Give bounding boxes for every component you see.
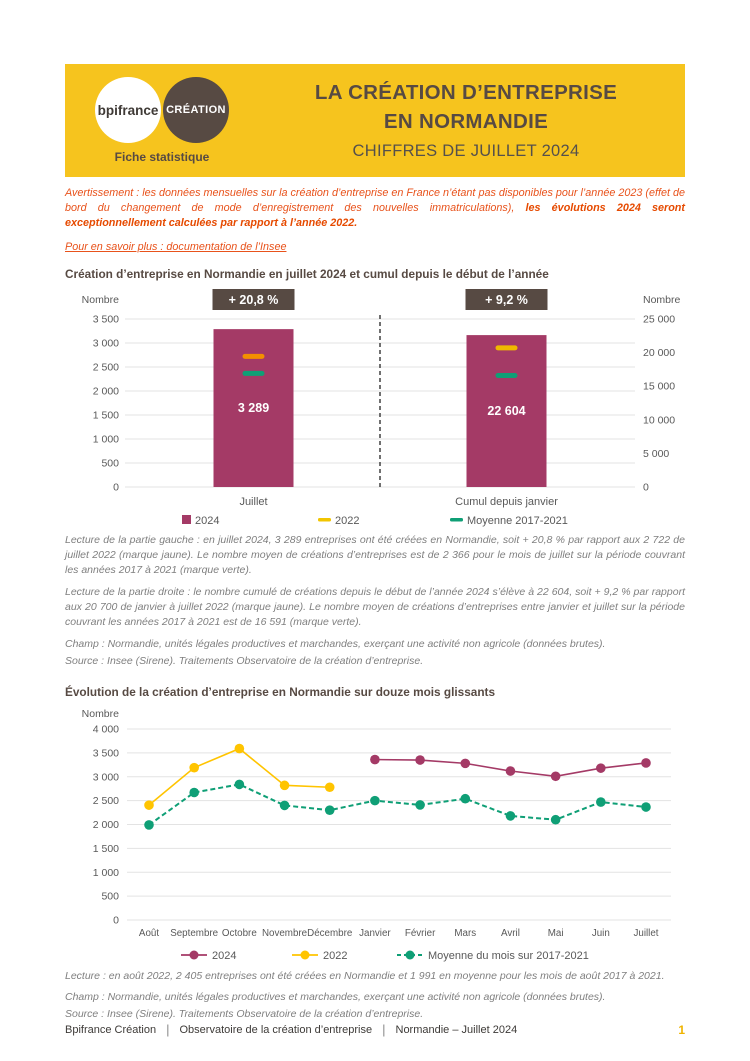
insee-doc-link[interactable]: Pour en savoir plus : documentation de l’Insee: [65, 241, 287, 254]
left-axis-label: Nombre: [81, 294, 119, 307]
y-axis-tick: 1 000: [92, 866, 119, 879]
data-point: [280, 800, 290, 810]
data-point: [189, 762, 199, 772]
warning-regular-text: Avertissement : les données mensuelles sur la création d’entreprise en France n’étant pas disponibles pour l’année 2023 (effet de bord du changement de mode d’enregistrement des nouvelles immatriculations),: [65, 187, 685, 215]
y-axis-label: Nombre: [81, 707, 119, 720]
header-titles: [253, 64, 679, 177]
x-axis-tick: Juin: [591, 927, 610, 939]
bar-panel-cumul: [455, 289, 558, 508]
right-axis-tick: 0: [643, 481, 649, 494]
bar-chart-svg: [65, 287, 685, 527]
bar-chart: [65, 287, 685, 527]
x-axis-tick: Juillet: [633, 927, 659, 939]
page-subtitle: CHIFFRES DE JUILLET 2024: [352, 142, 580, 161]
category-label: Juillet: [239, 496, 268, 509]
y-axis-tick: 3 000: [92, 770, 119, 783]
evolution-badge-text: + 9,2 %: [485, 293, 528, 308]
data-point: [189, 787, 199, 797]
right-axis-label: Nombre: [643, 294, 681, 307]
y-axis-tick: 2 000: [92, 818, 119, 831]
data-point: [280, 780, 290, 790]
x-axis-tick: Avril: [501, 927, 520, 939]
note-champ-2: Champ : Normandie, unités légales productives et marchandes, exerçant une activité non agricole (données brutes).: [65, 991, 606, 1004]
right-axis-tick: 10 000: [643, 414, 676, 427]
left-axis-tick: 0: [113, 481, 119, 494]
legend-label: 2024: [212, 949, 237, 962]
left-axis-tick: 1 000: [92, 433, 119, 446]
legend-label: 2022: [323, 949, 348, 962]
bar-chart-legend: [182, 515, 568, 527]
note-lecture-gauche: Lecture de la partie gauche : en juillet 2024, 3 289 entreprises ont été créées en Normandie, soit + 20,8 % par rapport aux 2 722 de juillet 2022 (marque jaune). Le nombre moyen de créations d’entreprises est de 2 366 pour le mois de juillet sur la période couvrant les années 2017 à 2021 (marque verte).: [65, 534, 685, 577]
data-point: [460, 758, 470, 768]
left-axis-tick: 3 000: [92, 337, 119, 350]
mark-moyenne-2017-2021: [243, 371, 265, 376]
note-lecture-2: Lecture : en août 2022, 2 405 entreprises ont été créées en Normandie et 1 991 en moyenne pour les mois de août 2017 à 2021.: [65, 969, 665, 982]
data-point: [325, 805, 335, 815]
category-label: Cumul depuis janvier: [455, 496, 558, 509]
footer-separator: |: [382, 1022, 386, 1037]
bar-panel-juillet: [213, 289, 295, 508]
data-point: [370, 795, 380, 805]
x-axis-tick: Février: [404, 927, 436, 939]
x-axis-tick: Mars: [454, 927, 477, 939]
note-source-2: Source : Insee (Sirene). Traitements Observatoire de la création d’entreprise.: [65, 1008, 424, 1021]
data-point: [596, 763, 606, 773]
x-axis-tick: Novembre: [261, 927, 308, 939]
legend-dot: [406, 950, 415, 959]
chart2-notes: [65, 969, 685, 1023]
data-point: [506, 766, 516, 776]
note-lecture-droite: Lecture de la partie droite : le nombre cumulé de créations depuis le début de l’année 2024 s’élève à 22 604, soit + 9,2 % par rapport aux 20 700 de janvier à juillet 2022 (marque jaune). Le nombre moyen de créations d’entreprises entre janvier et juillet sur la période couvrant les années 2017 à 2021 est de 16 591 (marque verte).: [65, 586, 685, 628]
bpifrance-logo: [95, 77, 161, 143]
page-title-line1: LA CRÉATION D’ENTREPRISE: [314, 81, 618, 104]
x-axis-tick: Octobre: [221, 927, 257, 939]
fiche-statistique-label: Fiche statistique: [114, 150, 210, 164]
x-axis-tick: Août: [138, 927, 160, 939]
data-point: [415, 755, 425, 765]
right-axis-tick: 20 000: [643, 347, 676, 360]
legend-marker-Moyenne 2017-2021: [450, 518, 463, 522]
x-axis-tick: Janvier: [359, 927, 391, 939]
right-axis-tick: 25 000: [643, 313, 676, 326]
bar-value-label: 3 289: [237, 401, 270, 416]
series-moyenne-du-mois-sur-2017-2021: [144, 779, 651, 829]
chart2-title: Évolution de la création d’entreprise en Normandie sur douze mois glissants: [65, 684, 496, 699]
line-chart-legend: [181, 950, 589, 962]
x-axis-tick: Septembre: [170, 927, 219, 939]
note-source-1: Source : Insee (Sirene). Traitements Observatoire de la création d’entreprise.: [65, 654, 424, 667]
left-axis-tick: 2 000: [92, 385, 119, 398]
legend-label: Moyenne du mois sur 2017-2021: [428, 949, 589, 962]
data-point: [551, 815, 561, 825]
bar-value-label: 22 604: [487, 404, 526, 419]
legend-label: 2022: [335, 515, 360, 528]
line-chart-svg: [65, 705, 685, 963]
data-point: [144, 800, 154, 810]
y-axis-tick: 2 500: [92, 794, 119, 807]
data-point: [325, 782, 335, 792]
y-axis-tick: 1 500: [92, 842, 119, 855]
logo-block: [71, 64, 253, 177]
left-axis-tick: 2 500: [92, 361, 119, 374]
data-point: [596, 797, 606, 807]
y-axis-tick: 3 500: [92, 746, 119, 759]
legend-marker-2024: [182, 515, 191, 524]
page-title-line2: EN NORMANDIE: [383, 109, 549, 133]
data-point: [235, 743, 245, 753]
left-axis-tick: 1 500: [92, 409, 119, 422]
footer-observatory: Observatoire de la création d’entreprise: [179, 1023, 373, 1036]
footer-brand: Bpifrance Création: [65, 1023, 157, 1036]
note-champ-1: Champ : Normandie, unités légales productives et marchandes, exerçant une activité non agricole (données brutes).: [65, 637, 606, 650]
right-axis-tick: 15 000: [643, 381, 676, 394]
data-point: [506, 811, 516, 821]
page-number: 1: [678, 1022, 685, 1037]
line-chart: [65, 705, 685, 963]
evolution-badge-text: + 20,8 %: [228, 293, 279, 308]
y-axis-tick: 0: [113, 914, 119, 927]
left-axis-tick: 500: [101, 457, 119, 470]
mark-2022: [496, 346, 518, 351]
footer: [65, 1022, 685, 1037]
creation-logo: [163, 77, 229, 143]
legend-label: Moyenne 2017-2021: [467, 515, 568, 528]
chart1-title: Création d’entreprise en Normandie en juillet 2024 et cumul depuis le début de l’année: [65, 267, 549, 282]
right-axis-tick: 5 000: [643, 448, 670, 461]
data-point: [144, 820, 154, 830]
header-banner: [65, 64, 685, 177]
legend-marker-2022: [318, 518, 331, 522]
warning-notice: [65, 186, 685, 231]
data-point: [415, 800, 425, 810]
data-point: [370, 754, 380, 764]
insee-link-line: [65, 237, 685, 255]
data-point: [641, 802, 651, 812]
data-point: [551, 771, 561, 781]
y-axis-tick: 500: [101, 890, 119, 903]
footer-region-date: Normandie – Juillet 2024: [395, 1023, 518, 1036]
data-point: [235, 779, 245, 789]
x-axis-tick: Mai: [547, 927, 564, 939]
warning-bold-text: les évolutions 2024 seront exceptionnellement calculées par rapport à l’année 2022.: [65, 202, 685, 230]
chart1-notes: [65, 533, 685, 668]
data-point: [460, 793, 470, 803]
left-axis-tick: 3 500: [92, 313, 119, 326]
mark-2022: [243, 354, 265, 359]
creation-logo-text: CRÉATION: [166, 104, 226, 116]
series-line: [149, 784, 646, 825]
legend-dot: [301, 950, 310, 959]
mark-moyenne-2017-2021: [496, 373, 518, 378]
footer-separator: |: [166, 1022, 170, 1037]
legend-label: 2024: [195, 515, 220, 528]
bpifrance-logo-text: bpifrance: [97, 102, 159, 118]
y-axis-tick: 4 000: [92, 723, 119, 736]
x-axis-tick: Décembre: [307, 927, 353, 939]
legend-dot: [190, 950, 199, 959]
data-point: [641, 758, 651, 768]
